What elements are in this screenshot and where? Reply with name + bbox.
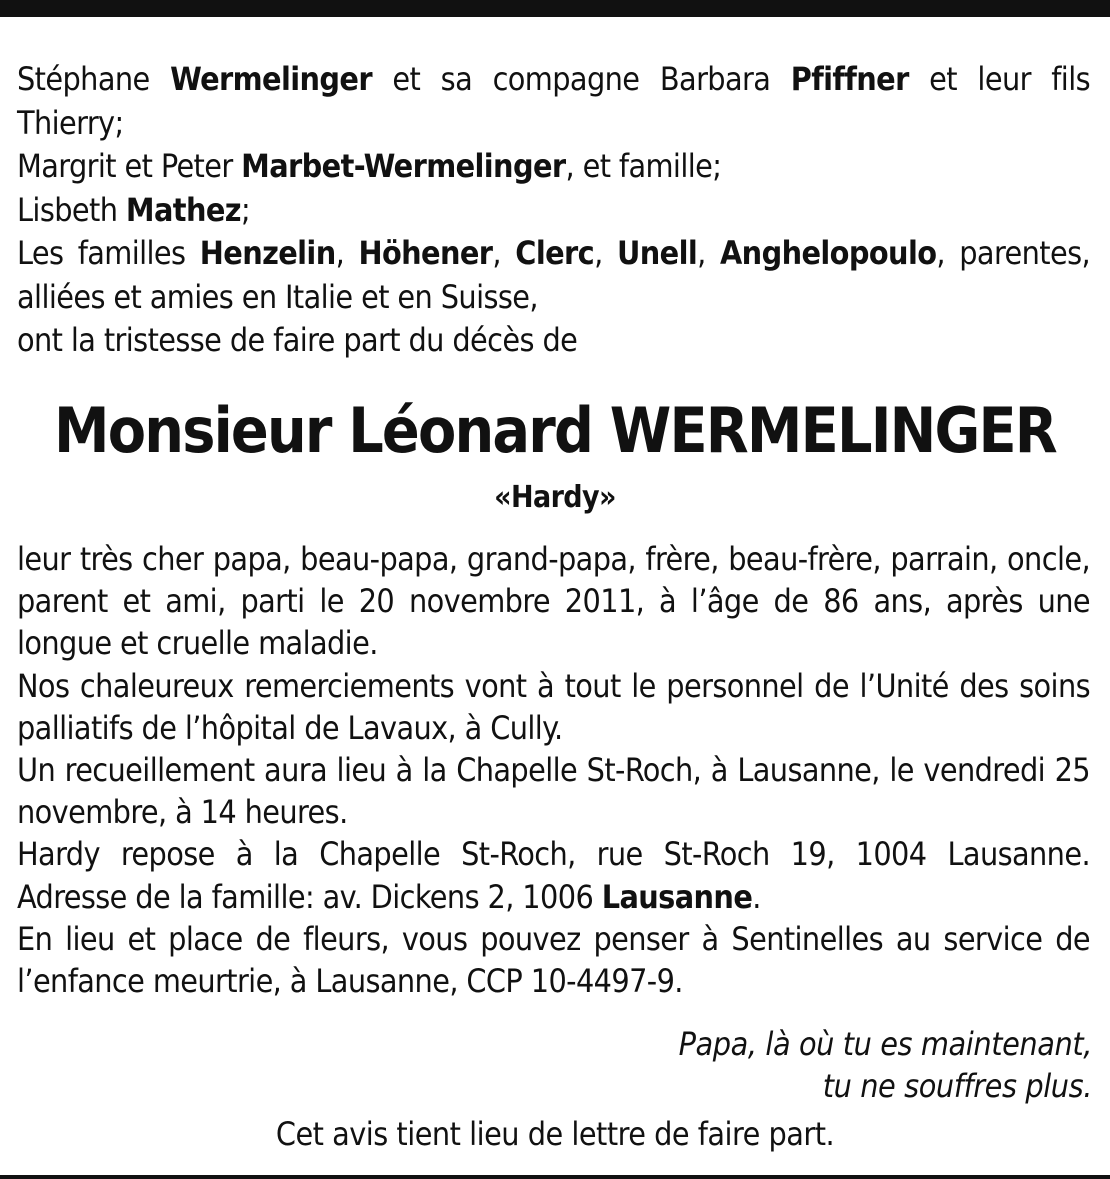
- text: , parentes,: [936, 234, 1091, 272]
- body-paragraph: Nos chaleureux remerciements vont à tout le personnel de l’Unité des soins palliatifs de l’hôpital de Lavaux, à Cully.: [17, 666, 1090, 747]
- surname: Höhener: [358, 234, 493, 272]
- quote-line: tu ne souffres plus.: [822, 1067, 1092, 1105]
- surname: Clerc: [515, 234, 595, 272]
- text: Les familles: [17, 234, 200, 272]
- text: Adresse de la famille: av. Dickens 2, 1006: [17, 877, 602, 916]
- family-announcement: [17, 58, 1090, 363]
- text: Stéphane: [17, 60, 171, 98]
- surname: Marbet-Wermelinger: [241, 147, 566, 185]
- body-paragraph: Un recueillement aura lieu à la Chapelle St-Roch, à Lausanne, le vendredi 25 novembre, à 14 heures.: [17, 751, 1090, 832]
- family-line-1b: Thierry;: [17, 103, 124, 142]
- surname: Mathez: [125, 190, 241, 229]
- family-line-6: ont la tristesse de faire part du décès de: [17, 321, 578, 359]
- surname: Wermelinger: [170, 60, 372, 98]
- surname: Unell: [616, 234, 698, 272]
- text: Margrit et Peter: [17, 147, 242, 185]
- text: ,: [492, 234, 516, 272]
- text: , et famille;: [565, 147, 722, 185]
- family-line-4: [17, 232, 1090, 276]
- top-border-rule: [0, 0, 1110, 17]
- closing-note: Cet avis tient lieu de lettre de faire part.: [275, 1115, 835, 1153]
- body-paragraph: En lieu et place de fleurs, vous pouvez penser à Sentinelles au service de l’enfance meurtrie, à Lausanne, CCP 10-4497-9.: [17, 919, 1090, 1001]
- deceased-name: Monsieur Léonard WERMELINGER: [54, 394, 1056, 467]
- closing-quote: [679, 1023, 1092, 1107]
- text: et sa compagne Barbara: [371, 60, 791, 98]
- city: Lausanne: [601, 877, 753, 916]
- text: Lisbeth: [17, 190, 126, 229]
- announcement-body: [17, 538, 1090, 1002]
- text: ,: [697, 234, 720, 272]
- body-paragraph: Hardy repose à la Chapelle St-Roch, rue St-Roch 19, 1004 Lausanne.: [17, 835, 1090, 874]
- family-line-1: [17, 58, 1090, 102]
- text: ,: [335, 234, 359, 272]
- family-line-2: [17, 145, 1090, 189]
- surname: Anghelopoulo: [719, 234, 937, 272]
- body-paragraph: leur très cher papa, beau-papa, grand-papa, frère, beau-frère, parrain, oncle, parent et ami, parti le 20 novembre 2011, à l’âge de 86 ans, après une longue et cruelle maladie.: [17, 540, 1090, 663]
- text: .: [752, 877, 761, 916]
- text: ;: [240, 190, 251, 229]
- surname: Pfiffner: [790, 60, 909, 98]
- quote-line: Papa, là où tu es maintenant,: [678, 1025, 1092, 1063]
- body-paragraph-address: [17, 876, 1090, 918]
- family-line-5: alliées et amies en Italie et en Suisse,: [17, 277, 538, 316]
- bottom-border-rule: [0, 1175, 1110, 1179]
- text: ,: [594, 234, 617, 272]
- family-line-3: [17, 189, 1090, 233]
- text: et leur fils: [908, 60, 1091, 98]
- surname: Henzelin: [199, 234, 336, 272]
- deceased-nickname: «Hardy»: [494, 480, 616, 515]
